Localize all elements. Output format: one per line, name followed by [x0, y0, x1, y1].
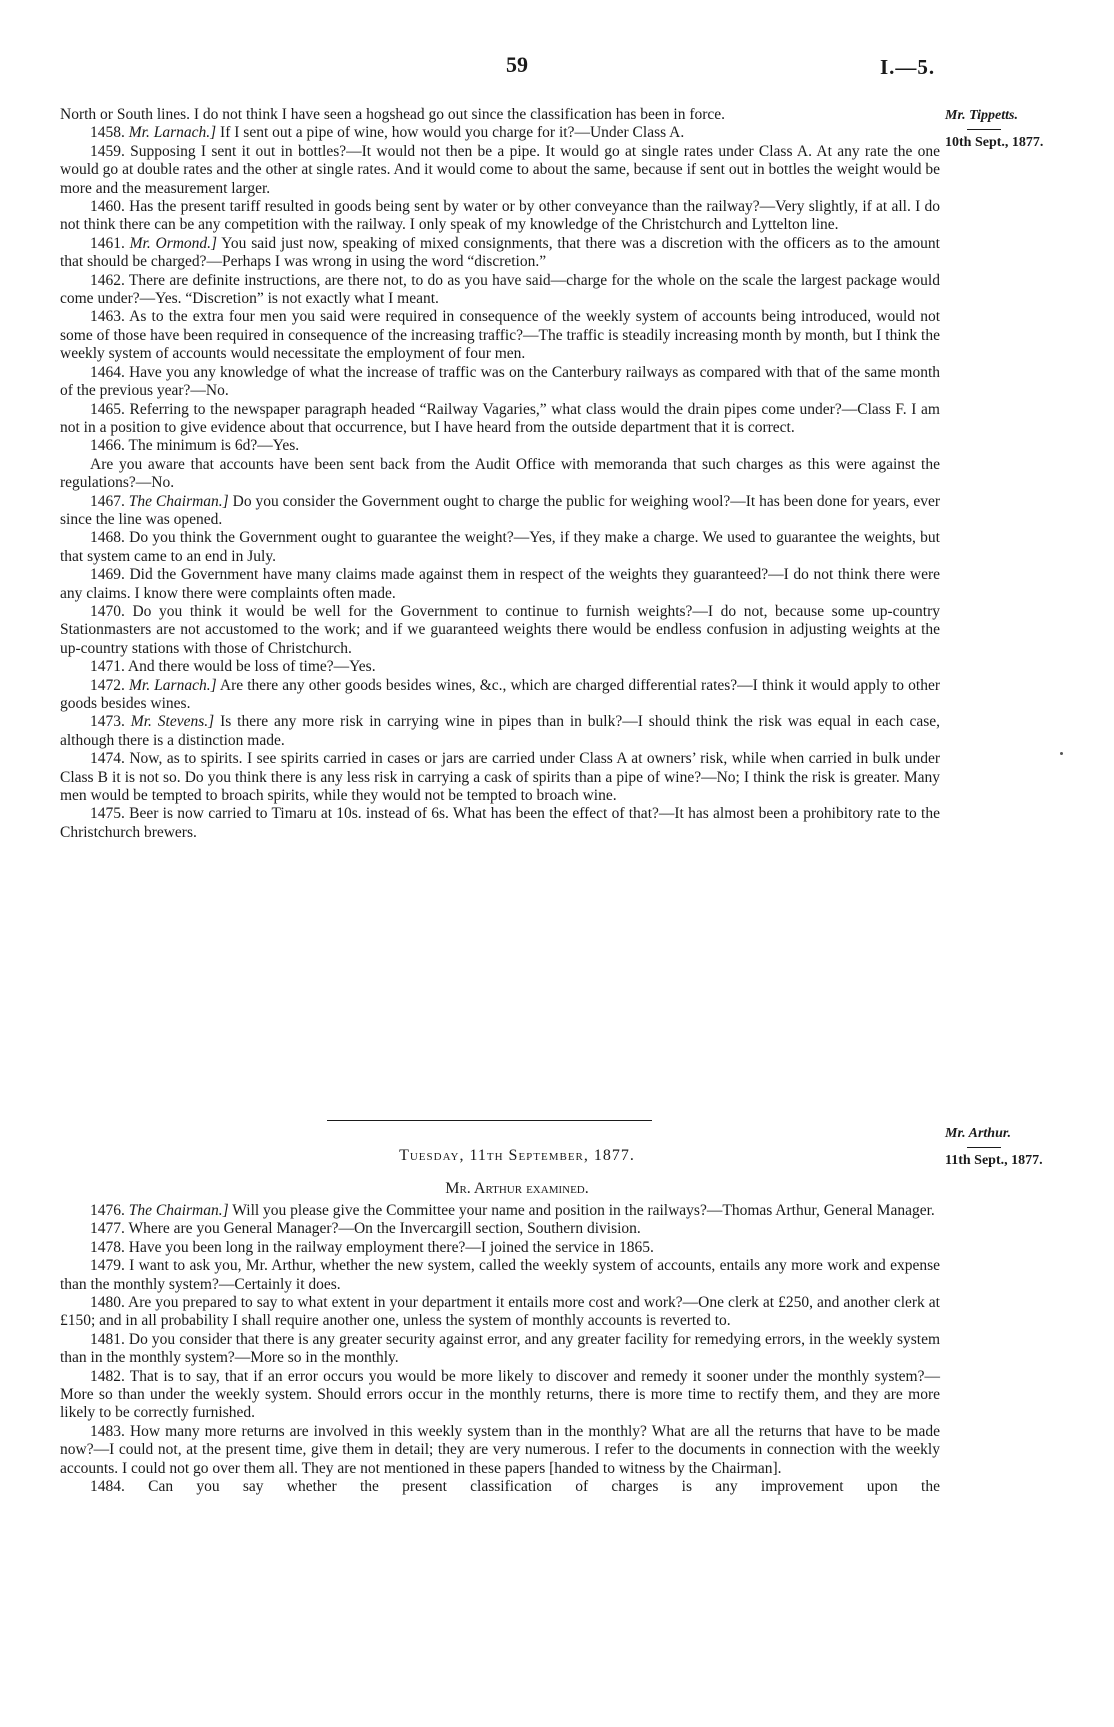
- paragraph-text: How many more returns are involved in this weekly system than in the monthly? What are all the returns that have to be made now?—I could not, at the present time, give them in detail; they are very numerous. I refer to the documents in connection with the weekly accounts. I could not go over them all. They are not mentioned in these papers [handed to witness by the Chairman].: [60, 1422, 940, 1477]
- session-heading: Tuesday, 11th September, 1877.: [399, 1147, 635, 1164]
- question-number: 1480.: [90, 1294, 125, 1312]
- question-number: 1467.: [90, 492, 125, 510]
- question-number: 1459.: [90, 142, 125, 160]
- paragraph-text: Did the Government have many claims made against them in respect of the weights they guaranteed?—I do not think there were any claims. I know there were complaints often made.: [60, 566, 940, 602]
- paragraph-text: North or South lines. I do not think I have seen a hogshead go out since the classification has been in force.: [60, 106, 726, 123]
- question-number: 1475.: [90, 805, 125, 823]
- paragraph-text: Now, as to spirits. I see spirits carried in cases or jars are carried under Class A at owners’ risk, while when carried in bulk under Class B it is not so. Do you think there is any less risk in carrying a cask of spirits than a pipe of wine?—No; I think the risk is greater. Many men would be tempted to broach spirits, while they would not be tempted to broach wine.: [60, 750, 940, 805]
- question-paragraph: [60, 713, 940, 750]
- question-paragraph: [60, 566, 940, 603]
- question-number: 1484.: [90, 1478, 125, 1496]
- paragraph-text: Supposing I sent it out in bottles?—It would not then be a pipe. It would go at single rates under Class A. At any rate the one would go at double rates and the other at single rates. And it would come to about the same, because if sent out in bottles the weight would be more and the measurement larger.: [60, 142, 940, 197]
- question-number: 1477.: [90, 1220, 125, 1238]
- question-paragraph: [60, 124, 940, 142]
- question-number: 1483.: [90, 1422, 125, 1440]
- paragraph-text: Do you think the Government ought to guarantee the weight?—Yes, if they make a charge. We used to guarantee the weights, but that system came to an end in July.: [60, 529, 940, 565]
- question-number: 1468.: [90, 529, 125, 547]
- section-divider: [327, 1120, 652, 1121]
- paragraph-text: If I sent out a pipe of wine, how would you charge for it?—Under Class A.: [216, 124, 685, 142]
- question-paragraph: [60, 401, 940, 438]
- question-paragraph: [60, 529, 940, 566]
- paragraph-text: Referring to the newspaper paragraph headed “Railway Vagaries,” what class would the drain pipes come under?—Class F. I am not in a position to give evidence about that occurrence, but I have heard from the outside department that it is correct.: [60, 400, 940, 436]
- question-paragraph: [60, 805, 940, 842]
- question-paragraph: [60, 106, 940, 124]
- question-number: 1464.: [90, 363, 125, 381]
- sidenote-witness-tippetts: [945, 108, 1095, 151]
- paragraph-text: Do you consider the Government ought to charge the public for weighing wool?—It has been done for years, ever since the line was opened.: [60, 492, 940, 528]
- paragraph-text: Do you think it would be well for the Government to continue to furnish weights?—I do not, because some up-country Stationmasters are not accustomed to the work; and if we guaranteed weights there would be endless confusion in adjusting weights at the up-country stations with those of Christchurch.: [60, 602, 940, 657]
- witness-examined-line: Mr. Arthur examined.: [445, 1180, 589, 1197]
- question-paragraph: [60, 308, 940, 363]
- paper-reference: I.—5.: [880, 55, 936, 79]
- question-paragraph: [60, 750, 940, 805]
- question-number: 1470.: [90, 602, 125, 620]
- speaker-name: Mr. Stevens.]: [130, 713, 215, 731]
- question-paragraph: [60, 437, 940, 455]
- paragraph-text: Have you been long in the railway employment there?—I joined the service in 1865.: [124, 1238, 654, 1256]
- question-paragraph: [60, 1294, 940, 1331]
- paragraph-text: Have you any knowledge of what the increase of traffic was on the Canterbury railways as compared with that of the same month of the previous year?—No.: [60, 363, 940, 400]
- question-number: 1463.: [90, 308, 125, 326]
- question-number: 1471.: [90, 658, 125, 676]
- question-paragraph: [60, 1331, 940, 1368]
- page-number: 59: [506, 52, 528, 77]
- question-number: 1476.: [90, 1202, 125, 1219]
- paragraph-text: Can you say whether the present classification of charges is any improvement upon the: [124, 1478, 940, 1496]
- question-paragraph: [60, 272, 940, 309]
- paragraph-text: Beer is now carried to Timaru at 10s. instead of 6s. What has been the effect of that?—It has almost been a prohibitory rate to the Christchurch brewers.: [60, 805, 940, 841]
- speaker-name: The Chairman.]: [128, 492, 229, 510]
- paragraph-text: Are you aware that accounts have been sent back from the Audit Office with memoranda that such charges as this were against the regulations?—No.: [60, 455, 940, 492]
- question-number: 1473.: [90, 713, 125, 731]
- speaker-name: The Chairman.]: [128, 1202, 229, 1219]
- paragraph-text: That is to say, that if an error occurs you would be more likely to discover and remedy it sooner under the monthly system?—More so than under the weekly system. Should errors occur in the monthly returns, there is more time to rectify them, and they are more likely to be correctly furnished.: [60, 1367, 940, 1422]
- paragraph-text: You said just now, speaking of mixed consignments, that there was a discretion with the officers as to the amount that should be charged?—Perhaps I was wrong in using the word “discretion.”: [60, 234, 940, 271]
- print-speck: [1060, 752, 1063, 755]
- question-paragraph: [60, 456, 940, 493]
- question-paragraph: [60, 235, 940, 272]
- speaker-name: Mr. Larnach.]: [128, 124, 217, 142]
- question-number: 1479.: [90, 1257, 125, 1275]
- question-number: 1482.: [90, 1367, 125, 1385]
- question-number: 1461.: [90, 234, 125, 252]
- question-paragraph: [60, 1257, 940, 1294]
- question-paragraph: [60, 364, 940, 401]
- speaker-name: Mr. Ormond.]: [129, 234, 218, 252]
- paragraph-text: Are there any other goods besides wines, &c., which are charged differential rates?—I think it would apply to other goods besides wines.: [60, 676, 940, 712]
- question-number: 1481.: [90, 1330, 125, 1348]
- question-paragraph: [60, 198, 940, 235]
- paragraph-text: The minimum is 6d?—Yes.: [124, 437, 300, 455]
- paragraph-text: Are you prepared to say to what extent in your department it entails more cost and work?—One clerk at £250, and another clerk at £150; and in all probability I shall require another one, unless the system of monthly accounts is reverted to.: [60, 1294, 940, 1330]
- question-paragraph: [60, 677, 940, 714]
- question-paragraph: [60, 493, 940, 530]
- paragraph-text: And there would be loss of time?—Yes.: [124, 658, 376, 676]
- question-paragraph: [60, 143, 940, 198]
- paragraph-text: Has the present tariff resulted in goods being sent by water or by other conveyance than the railway?—Very slightly, if at all. I do not think there can be any competition with the railway. I only speak of my knowledge of the Christchurch and Lyttelton line.: [60, 198, 940, 234]
- question-number: 1466.: [90, 437, 125, 455]
- question-number: 1478.: [90, 1238, 125, 1256]
- paragraph-text: I want to ask you, Mr. Arthur, whether the new system, called the weekly system of accounts, entails any more work and expense than the monthly system?—Certainly it does.: [60, 1257, 940, 1293]
- paragraph-text: There are definite instructions, are there not, to do as you have said—charge for the whole on the scale the largest package would come under?—Yes. “Discretion” is not exactly what I meant.: [60, 271, 940, 308]
- paragraph-text: Where are you General Manager?—On the Invercargill section, Southern division.: [124, 1220, 641, 1238]
- question-paragraph: [60, 658, 940, 676]
- paragraph-text: Will you please give the Committee your name and position in the railways?—Thomas Arthur, General Manager.: [228, 1202, 935, 1219]
- paragraph-text: As to the extra four men you said were required in consequence of the weekly system of accounts being introduced, would not some of those have been required in consequence of the increasing traffic?—The traffic is steadily increasing month by month, but I think the weekly system of accounts would necessitate the employment of four men.: [60, 308, 940, 363]
- question-paragraph: [60, 1423, 940, 1478]
- question-number: 1474.: [90, 750, 125, 768]
- paragraph-text: Is there any more risk in carrying wine in pipes than in bulk?—I should think the risk was equal in each case, although there is a distinction made.: [60, 713, 941, 749]
- question-paragraph: [60, 603, 940, 658]
- sidenote-name: Mr. Arthur.: [945, 1126, 1012, 1141]
- sidenote-date: 10th Sept., 1877.: [945, 135, 1044, 150]
- question-number: 1462.: [90, 271, 125, 289]
- paragraph-text: Do you consider that there is any greater security against error, and any greater facility for remedying errors, in the weekly system than in the monthly system?—More so in the monthly.: [60, 1330, 940, 1367]
- testimony-section-1: [60, 106, 940, 842]
- testimony-section-2: [60, 1202, 940, 1497]
- question-number: 1460.: [90, 198, 125, 216]
- sidenote-rule: [967, 129, 1001, 130]
- question-number: 1469.: [90, 566, 125, 584]
- sidenote-name: Mr. Tippetts.: [945, 108, 1018, 123]
- speaker-name: Mr. Larnach.]: [128, 676, 217, 694]
- question-number: 1465.: [90, 400, 125, 418]
- question-number: 1458.: [90, 124, 125, 142]
- question-paragraph: [60, 1202, 940, 1220]
- question-paragraph: [60, 1239, 940, 1257]
- question-paragraph: [60, 1478, 940, 1496]
- question-paragraph: [60, 1368, 940, 1423]
- question-number: 1472.: [90, 676, 125, 694]
- sidenote-date: 11th Sept., 1877.: [945, 1153, 1043, 1168]
- question-paragraph: [60, 1220, 940, 1238]
